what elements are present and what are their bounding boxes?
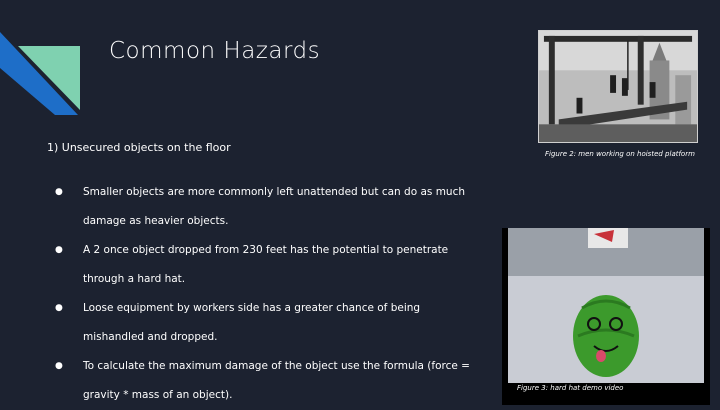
slide-title: Common Hazards [109,38,321,64]
figure-2-photo [538,30,698,143]
bullet-text: Loose equipment by workers side has a greater chance of being mishandled and dropped. [83,302,421,343]
bullet-item [55,236,475,294]
bullet-list [55,178,475,410]
bullet-dot-icon: ● [55,303,63,313]
bullet-dot-icon: ● [55,245,63,255]
bullet-text: A 2 once object dropped from 230 feet has the potential to penetrate through a hard hat. [83,244,449,285]
figure-3-caption: Figure 3: hard hat demo video [517,384,624,392]
bullet-text: Smaller objects are more commonly left unattended but can do as much damage as heavier objects. [83,186,466,227]
figure-3-video[interactable] [502,228,710,405]
bullet-dot-icon: ● [55,187,63,197]
bullet-item [55,352,475,410]
section-subheading: 1) Unsecured objects on the floor [47,141,231,154]
bullet-text: To calculate the maximum damage of the object use the formula (force = gravity * mass of an object). [83,360,470,401]
bullet-item [55,294,475,352]
figure-2-caption: Figure 2: men working on hoisted platform [545,150,695,158]
corner-accent-shape [0,0,90,115]
bullet-dot-icon: ● [55,361,63,371]
bullet-item [55,178,475,236]
